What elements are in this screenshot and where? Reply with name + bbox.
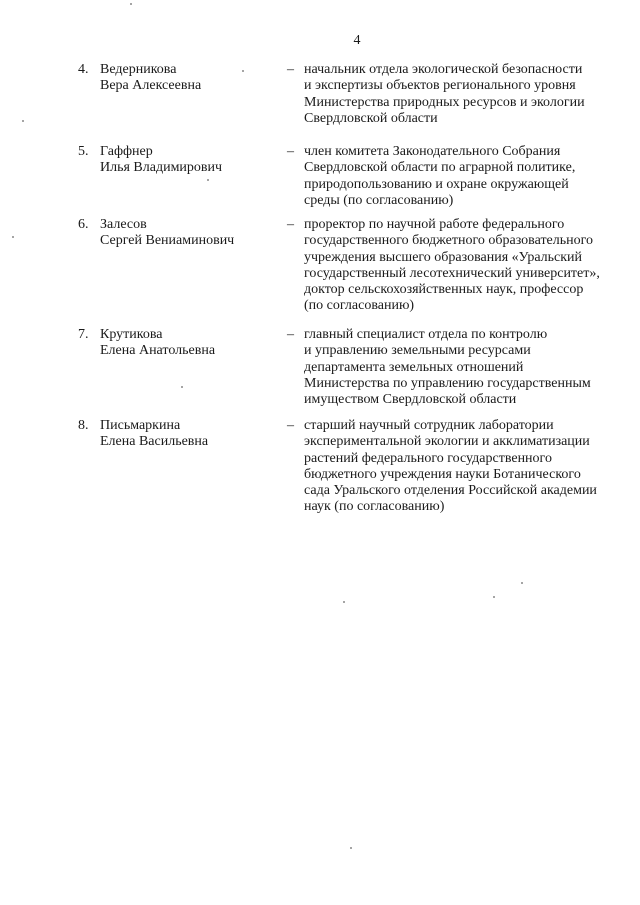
member-dash: – xyxy=(287,217,294,232)
member-number: 5. xyxy=(78,144,89,159)
member-role-line: бюджетного учреждения науки Ботанического xyxy=(304,466,581,482)
member-role xyxy=(304,62,624,127)
member-role-line: государственный лесотехнический университет», xyxy=(304,265,600,281)
member-role xyxy=(304,217,624,315)
member-role-line: наук (по согласованию) xyxy=(304,499,445,515)
member-entry xyxy=(0,217,640,327)
scan-speck xyxy=(493,596,495,598)
member-role-line: государственного бюджетного образовательного xyxy=(304,233,594,249)
member-role xyxy=(304,418,624,516)
member-name xyxy=(100,144,280,177)
member-role-line: растений федерального государственного xyxy=(304,450,552,466)
scan-speck xyxy=(181,386,183,388)
member-role-line: главный специалист отдела по контролю xyxy=(304,327,548,342)
member-dash: – xyxy=(287,62,294,77)
member-role-line: Свердловской области по аграрной политике, xyxy=(304,160,576,176)
member-surname: Письмаркина xyxy=(100,418,181,433)
member-surname: Залесов xyxy=(100,217,147,232)
member-surname: Гаффнер xyxy=(100,144,153,159)
member-role-line: (по согласованию) xyxy=(304,298,415,314)
member-entry xyxy=(0,62,640,144)
member-role-line: Министерства по управлению государственным xyxy=(304,375,591,391)
scan-speck xyxy=(22,120,24,122)
member-role-line: учреждения высшего образования «Уральский xyxy=(304,249,583,265)
scan-speck xyxy=(521,582,523,584)
member-role xyxy=(304,327,624,408)
member-list xyxy=(0,62,640,518)
member-number: 7. xyxy=(78,327,89,342)
member-name xyxy=(100,418,280,451)
member-given-name: Вера Алексеевна xyxy=(100,78,202,94)
member-role-line: Свердловской области xyxy=(304,110,438,126)
member-role-line: начальник отдела экологической безопасности xyxy=(304,62,583,77)
member-role-line: экспериментальной экологии и акклиматизации xyxy=(304,434,590,450)
member-dash: – xyxy=(287,418,294,433)
scan-speck xyxy=(350,847,352,849)
member-given-name: Илья Владимирович xyxy=(100,160,223,176)
member-dash: – xyxy=(287,327,294,342)
member-role-line: и управлению земельными ресурсами xyxy=(304,343,531,359)
member-given-name: Елена Анатольевна xyxy=(100,343,216,359)
member-role-line: и экспертизы объектов регионального уровня xyxy=(304,78,576,94)
member-role-line: проректор по научной работе федерального xyxy=(304,217,565,232)
scan-speck xyxy=(12,236,14,238)
member-given-name: Сергей Вениаминович xyxy=(100,233,235,249)
member-role-line: член комитета Законодательного Собрания xyxy=(304,144,561,159)
member-name xyxy=(100,327,280,360)
member-number: 6. xyxy=(78,217,89,232)
member-role-line: доктор сельскохозяйственных наук, профессор xyxy=(304,282,584,298)
member-role-line: среды (по согласованию) xyxy=(304,192,454,208)
scan-speck xyxy=(242,70,244,72)
member-role-line: Министерства природных ресурсов и экологии xyxy=(304,94,585,110)
member-role-line: сада Уральского отделения Российской академии xyxy=(304,483,597,499)
member-entry xyxy=(0,418,640,518)
member-surname: Крутикова xyxy=(100,327,163,342)
member-number: 4. xyxy=(78,62,89,77)
member-name xyxy=(100,217,280,250)
scan-speck xyxy=(130,3,132,5)
member-role-line: природопользованию и охране окружающей xyxy=(304,176,569,192)
member-entry xyxy=(0,327,640,418)
page-number: 4 xyxy=(353,33,361,48)
member-role-line: старший научный сотрудник лаборатории xyxy=(304,418,554,433)
scan-speck xyxy=(207,179,209,181)
member-surname: Ведерникова xyxy=(100,62,177,77)
member-number: 8. xyxy=(78,418,89,433)
member-role-line: имуществом Свердловской области xyxy=(304,392,517,408)
member-role xyxy=(304,144,624,209)
member-given-name: Елена Васильевна xyxy=(100,434,209,450)
scan-speck xyxy=(343,601,345,603)
member-role-line: департамента земельных отношений xyxy=(304,359,524,375)
member-name xyxy=(100,62,280,95)
member-entry xyxy=(0,144,640,217)
member-dash: – xyxy=(287,144,294,159)
